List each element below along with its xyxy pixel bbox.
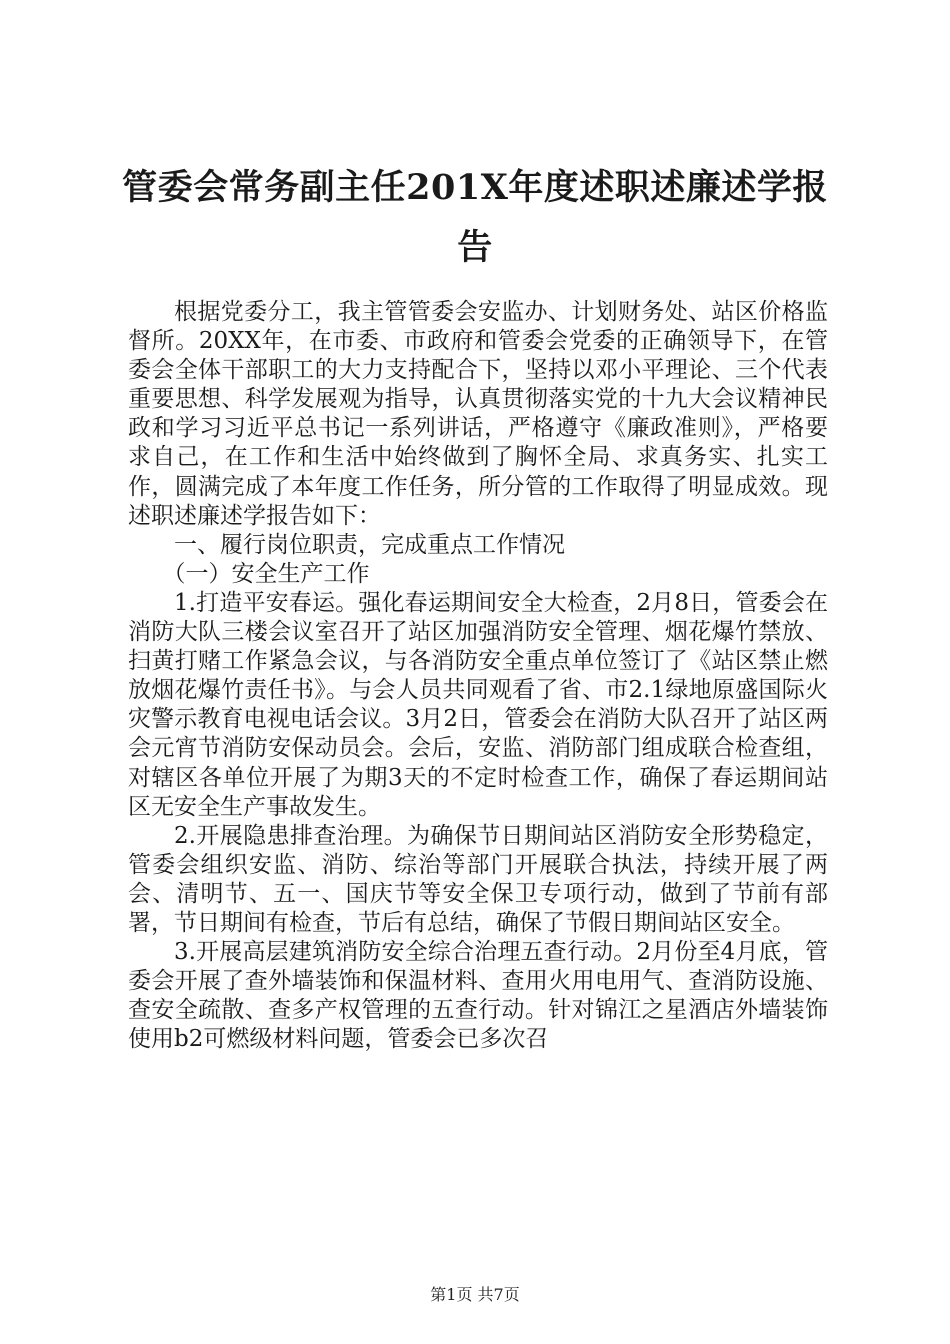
body-paragraph: 3.开展高层建筑消防安全综合治理五查行动。2月份至4月底，管委会开展了查外墙装饰和保温材料、查用火用电用气、查消防设施、查安全疏散、查多产权管理的五查行动。针对锦江之星酒店外墙装饰使用b2可燃级材料问题，管委会已多次召 (128, 939, 828, 1053)
intro-paragraph: 根据党委分工，我主管管委会安监办、计划财务处、站区价格监督所。20XX年，在市委、市政府和管委会党委的正确领导下，在管委会全体干部职工的大力支持配合下，坚持以邓小平理论、三个代表重要思想、科学发展观为指导，认真贯彻落实党的十九大会议精神民政和学习习近平总书记一系列讲话，严格遵守《廉政准则》，严格要求自己，在工作和生活中始终做到了胸怀全局、求真务实、扎实工作，圆满完成了本年度工作任务，所分管的工作取得了明显成效。现述职述廉述学报告如下： (128, 299, 828, 529)
page-number-footer: 第1页 共7页 (430, 1285, 520, 1304)
document-body (128, 298, 828, 1054)
section-heading: 一、履行岗位职责，完成重点工作情况 (174, 531, 565, 558)
subsection-heading: （一）安全生产工作 (162, 560, 370, 587)
body-paragraph: 2.开展隐患排查治理。为确保节日期间站区消防安全形势稳定，管委会组织安监、消防、综治等部门开展联合执法，持续开展了两会、清明节、五一、国庆节等安全保卫专项行动，做到了节前有部署，节日期间有检查，节后有总结，确保了节假日期间站区安全。 (128, 822, 828, 936)
body-paragraph: 1.打造平安春运。强化春运期间安全大检查，2月8日，管委会在消防大队三楼会议室召开了站区加强消防安全管理、烟花爆竹禁放、扫黄打赌工作紧急会议，与各消防安全重点单位签订了《站区禁止燃放烟花爆竹责任书》。与会人员共同观看了省、市2.1绿地原盛国际火灾警示教育电视电话会议。3月2日，管委会在消防大队召开了站区两会元宵节消防安保动员会。会后，安监、消防部门组成联合检查组，对辖区各单位开展了为期3天的不定时检查工作，确保了春运期间站区无安全生产事故发生。 (128, 589, 828, 820)
document-title: 管委会常务副主任201X年度述职述廉述学报告 (122, 167, 828, 268)
